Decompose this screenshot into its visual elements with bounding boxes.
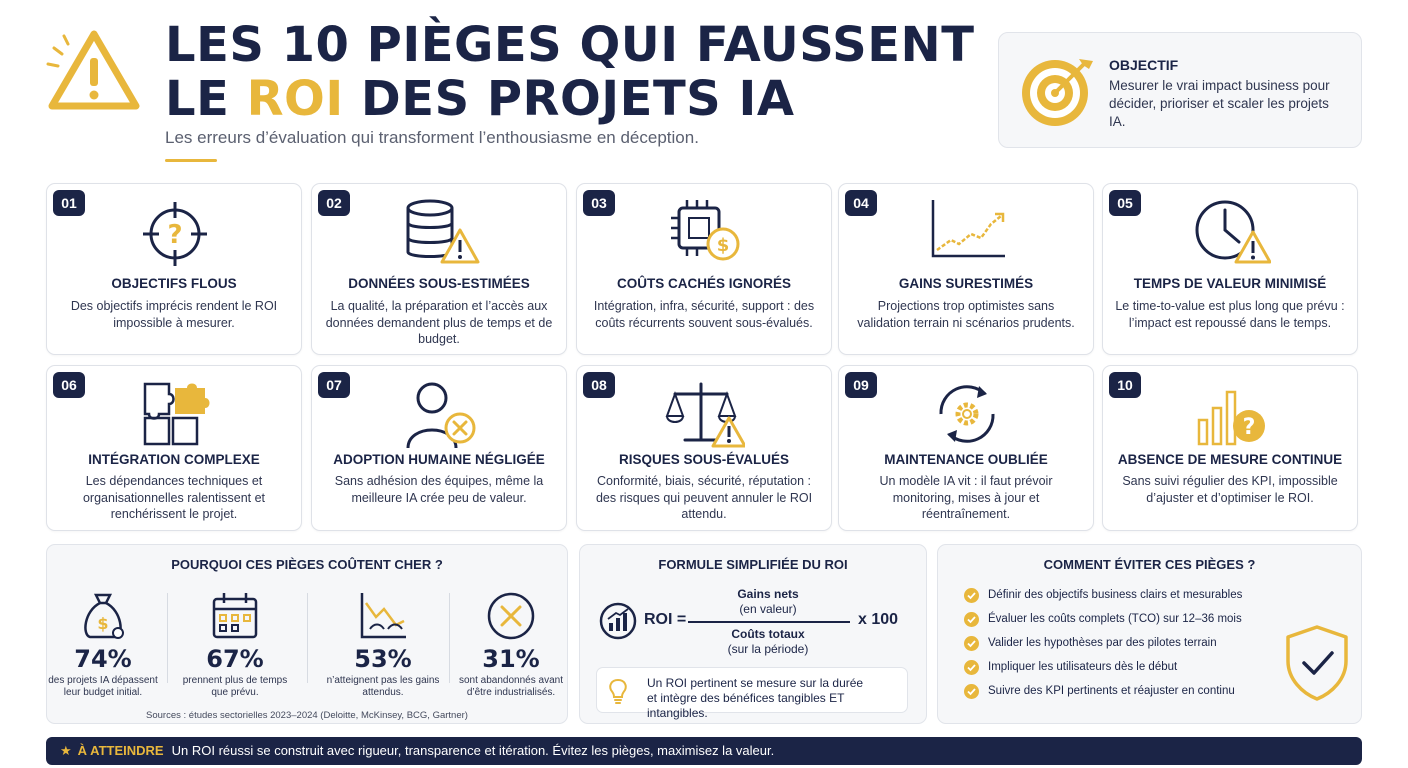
card-text: Le time-to-value est plus long que prévu : l’impact est repoussé dans le temps. — [1115, 299, 1345, 330]
list-item: Définir des objectifs business clairs et mesurables — [964, 587, 1242, 611]
card-number: 03 — [583, 190, 615, 216]
objective-box — [998, 32, 1362, 148]
page-subtitle: Les erreurs d’évaluation qui transforment l’enthousiasme en déception. — [165, 128, 699, 147]
card-title: ABSENCE DE MESURE CONTINUE — [1117, 452, 1343, 467]
card-text: Conformité, biais, sécurité, réputation : des risques qui peuvent annuler le ROI attendu. — [595, 474, 813, 521]
card-07 — [311, 365, 567, 531]
formula-multiplier: x 100 — [858, 611, 899, 628]
card-10 — [1102, 365, 1358, 531]
card-06 — [46, 365, 302, 531]
stat-percent: 74% — [74, 645, 132, 673]
stat-time — [175, 589, 295, 699]
avoid-list — [964, 587, 1242, 707]
money-bag-icon — [76, 589, 130, 643]
formula-numerator-note: (en valeur) — [739, 602, 797, 616]
card-title: ADOPTION HUMAINE NÉGLIGÉE — [333, 452, 545, 467]
card-09 — [838, 365, 1094, 531]
card-05 — [1102, 183, 1358, 355]
title-underline — [165, 159, 217, 162]
card-01 — [46, 183, 302, 355]
lightbulb-icon — [605, 676, 631, 706]
card-text: La qualité, la préparation et l’accès aux données demandent plus de temps et de budget. — [325, 299, 553, 346]
list-item: Impliquer les utilisateurs dès le début — [964, 659, 1242, 683]
calendar-icon — [208, 589, 262, 643]
card-title: DONNÉES SOUS-ESTIMÉES — [348, 276, 530, 291]
card-title: MAINTENANCE OUBLIÉE — [884, 452, 1048, 467]
bars-question-icon — [1191, 378, 1271, 450]
card-03 — [576, 183, 832, 355]
card-number: 10 — [1109, 372, 1141, 398]
shield-check-icon — [1282, 623, 1352, 703]
formula-note-text: Un ROI pertinent se mesure sur la durée et intègre des bénéfices tangibles ET intangibles. — [647, 676, 864, 720]
why-panel — [46, 544, 568, 724]
card-text: Sans adhésion des équipes, même la meilleure IA crée peu de valeur. — [334, 474, 544, 505]
stat-gains — [323, 589, 443, 699]
svg-text:?: ? — [1242, 415, 1256, 440]
star-icon: ★ — [60, 743, 72, 758]
stat-text: des projets IA dépassent leur budget initial. — [48, 675, 158, 698]
declining-chart-icon — [356, 589, 410, 643]
cancel-circle-icon — [484, 589, 538, 643]
divider — [449, 593, 450, 683]
puzzle-icon — [135, 378, 215, 450]
check-circle-icon — [964, 660, 979, 675]
scale-warning-icon — [665, 378, 745, 450]
objective-label: OBJECTIF — [1109, 57, 1179, 73]
card-02 — [311, 183, 567, 355]
svg-text:$: $ — [97, 614, 109, 633]
formula-note — [596, 667, 908, 720]
card-title: TEMPS DE VALEUR MINIMISÉ — [1133, 276, 1327, 291]
card-number: 05 — [1109, 190, 1141, 216]
card-08 — [576, 365, 832, 531]
card-number: 07 — [318, 372, 350, 398]
fraction-line — [688, 621, 850, 623]
page-title: LES 10 PIÈGES QUI FAUSSENT LE ROI DES PROJETS IA — [165, 17, 975, 127]
gear-cycle-icon — [927, 378, 1007, 450]
svg-text:$: $ — [716, 235, 730, 256]
avoid-panel — [937, 544, 1362, 724]
card-number: 01 — [53, 190, 85, 216]
formula-panel — [579, 544, 927, 724]
avoid-title: COMMENT ÉVITER CES PIÈGES ? — [1043, 557, 1256, 572]
chart-circle-icon — [598, 601, 638, 641]
roi-label: ROI = — [644, 611, 687, 628]
check-circle-icon — [964, 588, 979, 603]
check-circle-icon — [964, 684, 979, 699]
chip-dollar-icon — [665, 196, 745, 268]
card-text: Intégration, infra, sécurité, support : des coûts récurrents souvent sous-évalués. — [593, 299, 815, 330]
target-icon — [1017, 51, 1097, 131]
card-title: INTÉGRATION COMPLEXE — [88, 452, 260, 467]
card-title: OBJECTIFS FLOUS — [111, 276, 237, 291]
crosshair-question-icon — [135, 196, 215, 268]
card-title: RISQUES SOUS-ÉVALUÉS — [618, 452, 790, 467]
card-title: COÛTS CACHÉS IGNORÉS — [616, 276, 792, 291]
list-item: Suivre des KPI pertinents et réajuster en continu — [964, 683, 1242, 707]
card-number: 09 — [845, 372, 877, 398]
list-item: Valider les hypothèses par des pilotes terrain — [964, 635, 1242, 659]
stat-abandoned — [451, 589, 571, 699]
card-title: GAINS SURESTIMÉS — [898, 276, 1034, 291]
svg-text:?: ? — [167, 220, 183, 250]
user-cross-icon — [400, 378, 480, 450]
divider — [307, 593, 308, 683]
stat-text: n’atteignent pas les gains attendus. — [326, 675, 440, 698]
divider — [167, 593, 168, 683]
sources-note: Sources : études sectorielles 2023–2024 (Deloitte, McKinsey, BCG, Gartner) — [146, 710, 468, 721]
card-number: 02 — [318, 190, 350, 216]
database-warning-icon — [400, 196, 480, 268]
stat-text: sont abandonnés avant d’être industrialisés. — [459, 675, 563, 698]
stat-percent: 67% — [206, 645, 264, 673]
stat-percent: 53% — [354, 645, 412, 673]
objective-text: Mesurer le vrai impact business pour décider, prioriser et scaler les projets IA. — [1109, 78, 1330, 129]
clock-warning-icon — [1191, 196, 1271, 268]
check-circle-icon — [964, 612, 979, 627]
why-title: POURQUOI CES PIÈGES COÛTENT CHER ? — [171, 557, 443, 572]
check-circle-icon — [964, 636, 979, 651]
title-highlight: ROI — [246, 71, 344, 127]
card-text: Un modèle IA vit : il faut prévoir monitoring, mises à jour et réentraînement. — [879, 474, 1053, 521]
formula-numerator: Gains nets — [737, 587, 799, 601]
warning-triangle-icon — [46, 28, 142, 112]
formula-title: FORMULE SIMPLIFIÉE DU ROI — [658, 557, 848, 572]
banner-prefix: À ATTEINDRE — [77, 743, 164, 758]
stat-budget — [43, 589, 163, 699]
formula-denominator-note: (sur la période) — [727, 642, 809, 656]
stat-text: prennent plus de temps que prévu. — [182, 675, 288, 698]
formula-denominator: Coûts totaux — [731, 627, 805, 641]
card-number: 04 — [845, 190, 877, 216]
banner-text: Un ROI réussi se construit avec rigueur, transparence et itération. Évitez les pièges, maximisez la valeur. — [171, 743, 775, 758]
card-text: Des objectifs imprécis rendent le ROI impossible à mesurer. — [70, 299, 278, 330]
card-text: Projections trop optimistes sans validation terrain ni scénarios prudents. — [857, 299, 1075, 330]
card-number: 06 — [53, 372, 85, 398]
footer-banner — [46, 737, 1362, 765]
card-04 — [838, 183, 1094, 355]
trend-chart-icon — [927, 196, 1007, 268]
card-text: Les dépendances techniques et organisationnelles ralentissent et renchérissent le projet. — [82, 474, 266, 521]
stat-percent: 31% — [482, 645, 540, 673]
list-item: Évaluer les coûts complets (TCO) sur 12–36 mois — [964, 611, 1242, 635]
card-number: 08 — [583, 372, 615, 398]
card-text: Sans suivi régulier des KPI, impossible d’ajuster et d’optimiser le ROI. — [1122, 474, 1338, 505]
